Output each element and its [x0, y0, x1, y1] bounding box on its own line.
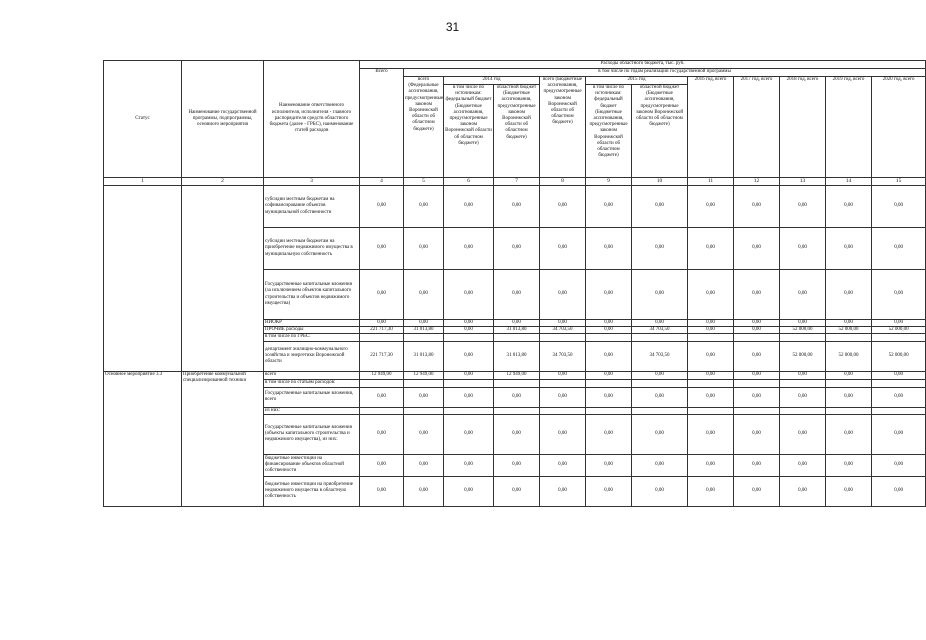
value-cell: 31 013,80	[494, 341, 540, 371]
value-cell: 0,00	[826, 387, 872, 407]
event-name: Приобретение коммунальной специализированной техники	[182, 371, 264, 506]
value-cell: 0,00	[540, 476, 586, 506]
value-cell: 0,00	[780, 186, 826, 228]
value-cell: 0,00	[632, 186, 688, 228]
table-row	[104, 186, 926, 228]
row-label: департамент жилищно-коммунального хозяйства и энергетики Воронежской области	[264, 341, 360, 371]
value-cell: 0,00	[540, 228, 586, 270]
col-number: 13	[780, 178, 826, 186]
row-label: субсидии местным бюджетам на софинансирование объектов муниципальной собственности	[264, 186, 360, 228]
col-number: 7	[494, 178, 540, 186]
row-label: Государственные капитальные вложения (за исключением объектов капитального строительства и объектов недвижимого имущества)	[264, 270, 360, 320]
value-cell: 0,00	[404, 454, 444, 476]
value-cell	[632, 407, 688, 414]
value-cell: 0,00	[734, 341, 780, 371]
value-cell	[688, 334, 734, 341]
value-cell: 0,00	[586, 414, 632, 454]
value-cell: 0,00	[826, 186, 872, 228]
value-cell: 0,00	[872, 320, 926, 327]
value-cell: 34 703,50	[632, 327, 688, 334]
value-cell: 0,00	[780, 476, 826, 506]
value-cell: 0,00	[632, 371, 688, 379]
value-cell: 0,00	[540, 414, 586, 454]
value-cell: 12 949,00	[360, 371, 404, 379]
header-reg-2015: областной бюджет (Бюджетные ассигнования, предусмотренные законом Воронежской области об областном бюджете)	[632, 85, 688, 178]
value-cell	[444, 334, 494, 341]
value-cell: 0,00	[780, 371, 826, 379]
value-cell: 0,00	[688, 476, 734, 506]
header-total-2015: всего (Бюджетные ассигнования, предусмотренные законом Воронежской области об областном бюджете)	[540, 77, 586, 178]
value-cell: 221 717,30	[360, 327, 404, 334]
value-cell	[688, 379, 734, 387]
value-cell: 221 717,30	[360, 341, 404, 371]
value-cell: 0,00	[540, 320, 586, 327]
value-cell: 0,00	[444, 414, 494, 454]
value-cell: 0,00	[872, 414, 926, 454]
value-cell: 31 013,80	[494, 327, 540, 334]
header-program-name: Наименование государственной программы, подпрограммы, основного мероприятия	[182, 61, 264, 178]
value-cell	[444, 379, 494, 387]
value-cell: 0,00	[540, 371, 586, 379]
header-incl-2015: в том числе по источникам:	[592, 85, 625, 97]
value-cell	[494, 407, 540, 414]
value-cell: 0,00	[586, 270, 632, 320]
value-cell: 0,00	[688, 387, 734, 407]
value-cell	[632, 334, 688, 341]
value-cell	[360, 379, 404, 387]
value-cell	[734, 334, 780, 341]
value-cell: 12 949,00	[404, 371, 444, 379]
value-cell: 0,00	[872, 371, 926, 379]
value-cell: 0,00	[444, 371, 494, 379]
value-cell: 0,00	[688, 341, 734, 371]
value-cell: 0,00	[540, 387, 586, 407]
value-cell: 0,00	[404, 414, 444, 454]
header-fed-2014-text: федеральный бюджет (Бюджетные ассигнования, предусмотренные законом Воронежской области об областном бюджете)	[445, 97, 492, 146]
value-cell: 0,00	[586, 341, 632, 371]
value-cell: 0,00	[780, 320, 826, 327]
value-cell: 0,00	[444, 320, 494, 327]
row-label: Государственные капитальные вложения, всего	[264, 387, 360, 407]
row-label: субсидии местным бюджетам на приобретение недвижимого имущества в муниципальную собственность	[264, 228, 360, 270]
col-number: 1	[104, 178, 182, 186]
value-cell: 0,00	[444, 228, 494, 270]
value-cell: 0,00	[688, 414, 734, 454]
value-cell: 0,00	[780, 270, 826, 320]
value-cell: 0,00	[494, 414, 540, 454]
value-cell: 0,00	[360, 387, 404, 407]
value-cell: 0,00	[826, 476, 872, 506]
value-cell: 0,00	[872, 270, 926, 320]
value-cell: 0,00	[494, 270, 540, 320]
value-cell: 0,00	[444, 270, 494, 320]
row-label: всего	[264, 371, 360, 379]
value-cell	[540, 334, 586, 341]
header-by-years: в том числе по годам реализации государственной программы	[404, 69, 926, 77]
header-fed-2015-text: федеральный бюджет (Бюджетные ассигнования, предусмотренные законом Воронежской области об областном бюджете)	[589, 97, 628, 159]
value-cell: 0,00	[780, 454, 826, 476]
value-cell: 0,00	[688, 454, 734, 476]
value-cell: 0,00	[444, 327, 494, 334]
row-label: бюджетные инвестиции на приобретение недвижимого имущества в областную собственность	[264, 476, 360, 506]
value-cell: 0,00	[826, 454, 872, 476]
table-row	[104, 371, 926, 379]
value-cell: 0,00	[586, 454, 632, 476]
value-cell: 34 703,50	[540, 327, 586, 334]
value-cell: 0,00	[586, 327, 632, 334]
value-cell: 0,00	[404, 228, 444, 270]
value-cell: 0,00	[872, 454, 926, 476]
value-cell	[872, 334, 926, 341]
value-cell	[540, 379, 586, 387]
value-cell	[360, 334, 404, 341]
row-label: НИОКР	[264, 320, 360, 327]
value-cell: 52 000,00	[872, 327, 926, 334]
value-cell: 0,00	[404, 186, 444, 228]
col-number: 2	[182, 178, 264, 186]
row-label: бюджетные инвестиции на финансирование объектов областной собственности	[264, 454, 360, 476]
header-reg-2014: областной бюджет (Бюджетные ассигнования, предусмотренные законом Воронежской области об областном бюджете)	[494, 85, 540, 178]
value-cell: 0,00	[540, 270, 586, 320]
row-label: Государственные капитальные вложения (объекты капитального строительства и недвижимого имущества), из них:	[264, 414, 360, 454]
header-2016: 2016 год, всего	[688, 77, 734, 178]
value-cell: 0,00	[360, 228, 404, 270]
value-cell: 0,00	[494, 454, 540, 476]
value-cell	[780, 334, 826, 341]
col-number: 12	[734, 178, 780, 186]
value-cell	[872, 407, 926, 414]
header-year-2014: 2014 год	[444, 77, 540, 85]
value-cell: 0,00	[872, 476, 926, 506]
value-cell: 0,00	[734, 186, 780, 228]
value-cell: 0,00	[780, 414, 826, 454]
value-cell: 0,00	[540, 186, 586, 228]
row-label: ПРОЧИЕ расходы	[264, 327, 360, 334]
col-number: 15	[872, 178, 926, 186]
header-2017: 2017 год, всего	[734, 77, 780, 178]
value-cell: 0,00	[688, 228, 734, 270]
col-number: 4	[360, 178, 404, 186]
header-2018: 2018 год, всего	[780, 77, 826, 178]
value-cell	[404, 334, 444, 341]
value-cell: 0,00	[632, 414, 688, 454]
page-number: 31	[445, 20, 460, 34]
value-cell	[826, 334, 872, 341]
value-cell: 0,00	[734, 320, 780, 327]
value-cell	[494, 334, 540, 341]
value-cell: 0,00	[872, 387, 926, 407]
header-incl-2014: в том числе по источникам:	[452, 85, 485, 97]
value-cell: 0,00	[734, 476, 780, 506]
value-cell: 0,00	[444, 341, 494, 371]
budget-table	[103, 60, 926, 507]
value-cell: 34 703,50	[540, 341, 586, 371]
value-cell: 0,00	[780, 228, 826, 270]
value-cell: 0,00	[734, 454, 780, 476]
value-cell	[780, 379, 826, 387]
value-cell: 0,00	[494, 387, 540, 407]
col-number: 11	[688, 178, 734, 186]
value-cell: 52 000,00	[826, 341, 872, 371]
value-cell: 0,00	[360, 320, 404, 327]
value-cell: 0,00	[494, 186, 540, 228]
event-status: Основное мероприятие 3.3	[104, 371, 182, 506]
value-cell: 0,00	[734, 270, 780, 320]
header-year-2015: 2015 год	[586, 77, 688, 85]
value-cell: 0,00	[632, 387, 688, 407]
value-cell: 34 703,50	[632, 341, 688, 371]
value-cell	[586, 379, 632, 387]
value-cell: 0,00	[404, 387, 444, 407]
col-number: 14	[826, 178, 872, 186]
value-cell: 0,00	[688, 371, 734, 379]
value-cell: 0,00	[826, 228, 872, 270]
value-cell: 0,00	[734, 327, 780, 334]
value-cell	[632, 379, 688, 387]
header-total: Всего	[360, 69, 404, 178]
value-cell: 0,00	[404, 320, 444, 327]
value-cell	[780, 407, 826, 414]
value-cell	[734, 407, 780, 414]
value-cell: 0,00	[360, 414, 404, 454]
program-cell-blank	[182, 186, 264, 372]
col-number: 5	[404, 178, 444, 186]
value-cell: 0,00	[688, 320, 734, 327]
status-cell-blank	[104, 186, 182, 372]
value-cell	[404, 407, 444, 414]
value-cell: 0,00	[586, 387, 632, 407]
header-status: Статус	[104, 61, 182, 178]
value-cell	[444, 407, 494, 414]
value-cell: 0,00	[404, 270, 444, 320]
value-cell: 52 000,00	[872, 341, 926, 371]
value-cell: 0,00	[444, 186, 494, 228]
value-cell: 0,00	[734, 371, 780, 379]
value-cell: 0,00	[586, 320, 632, 327]
value-cell: 0,00	[872, 228, 926, 270]
col-number: 9	[586, 178, 632, 186]
value-cell: 0,00	[826, 414, 872, 454]
value-cell: 31 013,80	[404, 341, 444, 371]
value-cell: 0,00	[586, 371, 632, 379]
value-cell: 0,00	[360, 454, 404, 476]
value-cell: 0,00	[826, 371, 872, 379]
value-cell: 0,00	[632, 228, 688, 270]
value-cell	[734, 379, 780, 387]
value-cell	[404, 379, 444, 387]
value-cell	[586, 407, 632, 414]
value-cell: 0,00	[872, 186, 926, 228]
value-cell	[586, 334, 632, 341]
value-cell: 0,00	[734, 387, 780, 407]
value-cell: 0,00	[688, 186, 734, 228]
col-number: 3	[264, 178, 360, 186]
header-executor: Наименование ответственного исполнителя, исполнителя - главного распорядителя средств областного бюджета (далее - ГРБС), наименование статей расходов	[264, 61, 360, 178]
value-cell: 52 000,00	[780, 341, 826, 371]
value-cell: 0,00	[586, 186, 632, 228]
value-cell: 0,00	[360, 186, 404, 228]
value-cell: 0,00	[444, 476, 494, 506]
value-cell: 12 949,00	[494, 371, 540, 379]
value-cell: 0,00	[360, 270, 404, 320]
col-number: 8	[540, 178, 586, 186]
value-cell: 31 013,80	[404, 327, 444, 334]
value-cell: 0,00	[688, 270, 734, 320]
value-cell: 52 000,00	[826, 327, 872, 334]
value-cell	[826, 407, 872, 414]
header-2019: 2019 год, всего	[826, 77, 872, 178]
value-cell	[494, 379, 540, 387]
value-cell: 0,00	[632, 270, 688, 320]
col-number: 6	[444, 178, 494, 186]
value-cell: 0,00	[444, 387, 494, 407]
row-label: в том числе по статьям расходов:	[264, 379, 360, 387]
header-total-2014: всего (Федеральные ассигнования, предусмотренные законом Воронежской области об областном бюджете)	[404, 77, 444, 178]
value-cell: 0,00	[586, 228, 632, 270]
value-cell: 0,00	[734, 414, 780, 454]
value-cell: 0,00	[360, 476, 404, 506]
value-cell: 0,00	[780, 387, 826, 407]
value-cell: 0,00	[826, 270, 872, 320]
header-fed-2015	[586, 85, 632, 178]
value-cell	[688, 407, 734, 414]
col-number: 10	[632, 178, 688, 186]
value-cell: 0,00	[540, 454, 586, 476]
value-cell: 0,00	[586, 476, 632, 506]
value-cell: 0,00	[444, 454, 494, 476]
value-cell: 0,00	[632, 476, 688, 506]
value-cell: 0,00	[826, 320, 872, 327]
header-fed-2014	[444, 85, 494, 178]
value-cell	[540, 407, 586, 414]
value-cell: 0,00	[494, 228, 540, 270]
row-label: в том числе по ГРБС:	[264, 334, 360, 341]
value-cell: 0,00	[404, 476, 444, 506]
value-cell: 0,00	[688, 327, 734, 334]
row-label: из них:	[264, 407, 360, 414]
value-cell: 0,00	[734, 228, 780, 270]
value-cell: 0,00	[632, 320, 688, 327]
value-cell: 52 000,00	[780, 327, 826, 334]
header-2020: 2020 год, всего	[872, 77, 926, 178]
value-cell: 0,00	[632, 454, 688, 476]
value-cell: 0,00	[494, 320, 540, 327]
value-cell	[826, 379, 872, 387]
value-cell	[360, 407, 404, 414]
value-cell: 0,00	[494, 476, 540, 506]
header-expenses-title: Расходы областного бюджета, тыс. руб.	[360, 61, 926, 69]
value-cell	[872, 379, 926, 387]
